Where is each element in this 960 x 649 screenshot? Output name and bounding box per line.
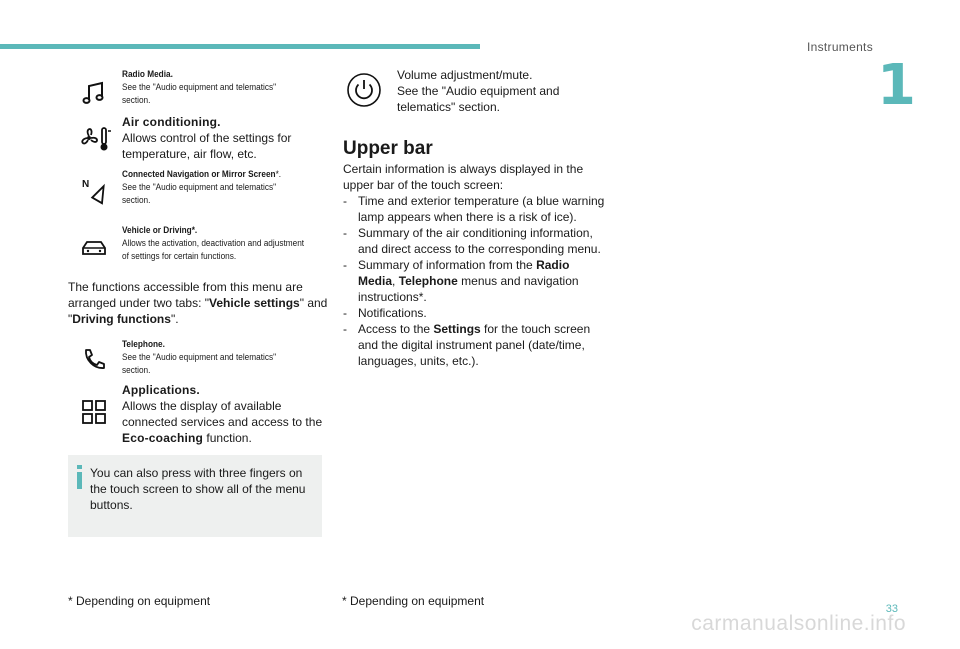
tabs-paragraph: The functions accessible from this menu are arranged under two tabs: "Vehicle settings" and "Driving functions".	[68, 280, 328, 326]
vehicle-settings-tab-name: Vehicle settings	[209, 296, 300, 310]
upper-bar-content	[343, 161, 605, 369]
menu-item-desc: Allows the display of available connected services and access to the	[122, 399, 323, 429]
menu-item-desc: See the "Audio equipment and telematics" section.	[122, 82, 277, 106]
menu-item-desc: Allows control of the settings for temperature, air flow, etc.	[122, 131, 292, 161]
menu-item-text: Applications. Allows the display of available connected services and access to the Eco-coaching function.	[122, 383, 323, 445]
watermark: carmanualsonline.info	[691, 612, 906, 635]
menu-item-title: Connected Navigation or Mirror Screen	[122, 169, 276, 180]
driving-functions-tab-name: Driving functions	[72, 312, 171, 326]
menu-item-title: Telephone.	[122, 339, 165, 350]
menu-item-title: Vehicle or Driving*.	[122, 225, 198, 236]
music-note-icon	[78, 78, 110, 110]
menu-item-applications	[70, 382, 330, 446]
chapter-number: 1	[877, 53, 916, 118]
menu-item-title: Air conditioning.	[122, 115, 221, 129]
header-accent-bar	[0, 44, 480, 49]
menu-item-title-suffix: *.	[275, 169, 282, 180]
volume-line1: Volume adjustment/mute.	[397, 68, 533, 82]
footnote-right: * Depending on equipment	[342, 594, 485, 608]
fan-thermometer-icon	[78, 122, 110, 154]
navigation-arrow-icon	[78, 176, 110, 208]
section-heading: Upper bar	[343, 138, 433, 159]
menu-item-desc: See the "Audio equipment and telematics" section.	[122, 352, 277, 376]
menu-item-desc: Allows the activation, deactivation and adjustment of settings for certain functions.	[122, 238, 305, 262]
list-item: - Time and exterior temperature (a blue warning lamp appears when there is a risk of ice).	[343, 194, 605, 224]
menu-item-air-conditioning	[70, 114, 330, 162]
upper-bar-intro: Certain information is always displayed in the upper bar of the touch screen:	[343, 162, 584, 192]
svg-text:N: N	[82, 179, 90, 190]
volume-line2: See the "Audio equipment and telematics" section.	[397, 84, 560, 114]
menu-item-title: Radio Media.	[122, 69, 173, 80]
volume-description	[397, 67, 597, 115]
menu-item-text	[122, 68, 304, 107]
menu-item-text	[122, 114, 334, 162]
eco-coaching-label: Eco-coaching	[122, 431, 204, 445]
info-note-text: You can also press with three fingers on the touch screen to show all of the menu buttons.	[90, 466, 306, 512]
menu-item-text	[122, 224, 304, 263]
menu-item-desc: See the "Audio equipment and telematics" section.	[122, 182, 277, 206]
menu-item-radio-media	[70, 68, 330, 108]
section-title: Instruments	[807, 40, 873, 54]
info-icon	[75, 464, 85, 486]
menu-item-navigation	[70, 168, 330, 218]
page-number: 33	[885, 603, 898, 615]
car-icon	[78, 232, 110, 264]
phone-handset-icon	[78, 344, 110, 376]
menu-item-text	[122, 338, 304, 377]
apps-grid-icon	[78, 396, 110, 428]
footnote-left: * Depending on equipment	[68, 594, 211, 608]
power-volume-icon	[346, 72, 382, 108]
menu-item-telephone	[70, 338, 330, 378]
list-item: - Access to the Settings for the touch screen and the digital instrument panel (date/time, languages, units, etc.).	[343, 322, 591, 368]
list-item: - Summary of the air conditioning information, and direct access to the corresponding menu.	[343, 226, 601, 256]
list-item: - Notifications.	[343, 306, 427, 320]
menu-item-title: Applications.	[122, 383, 200, 397]
list-item: - Summary of information from the Radio Media, Telephone menus and navigation instructions*.	[343, 258, 579, 304]
menu-item-text	[122, 168, 304, 207]
menu-item-vehicle	[70, 224, 330, 270]
